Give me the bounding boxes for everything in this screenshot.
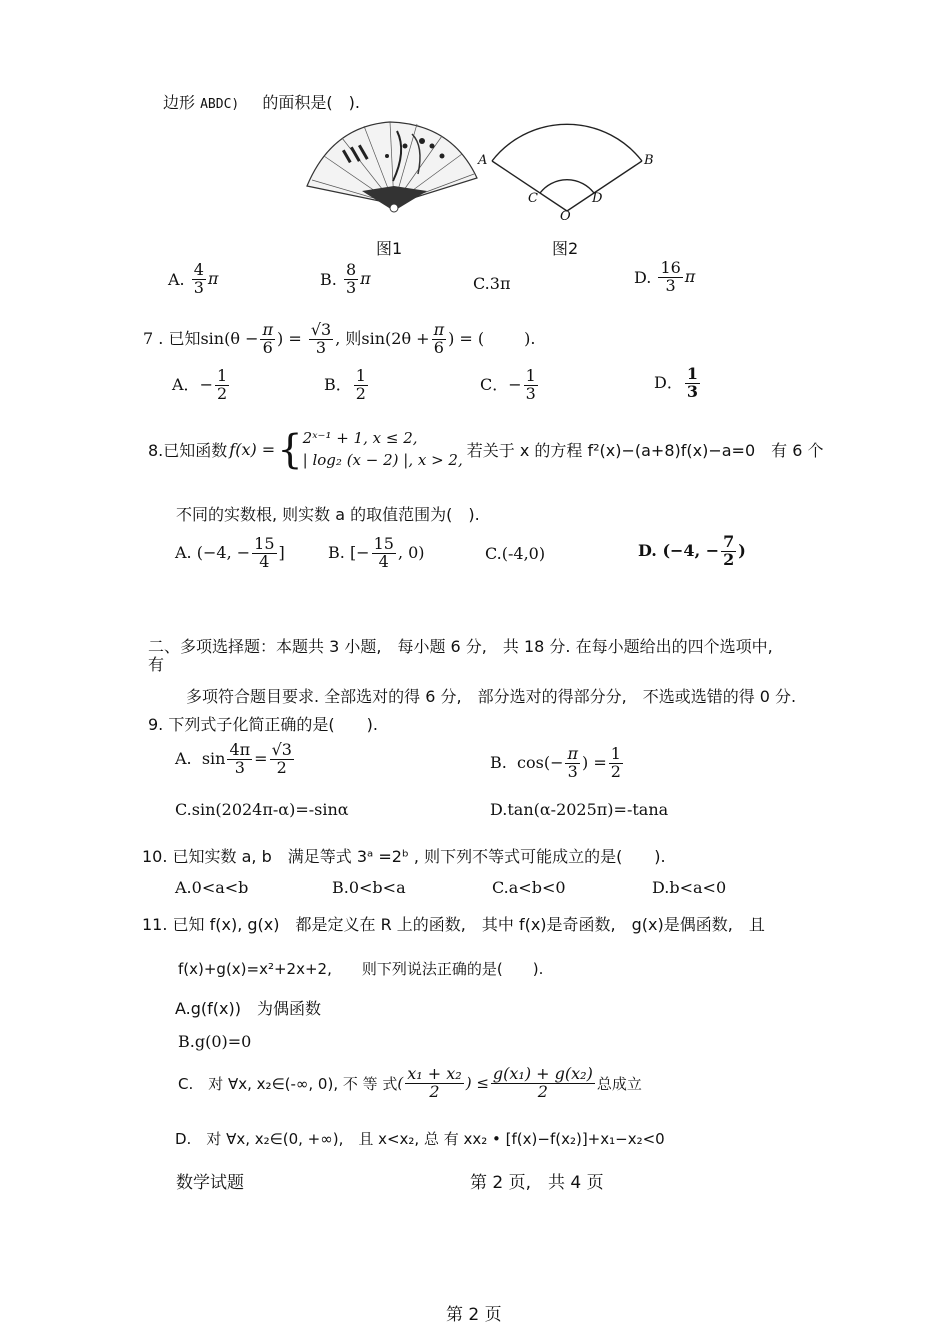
fig2-label-b: B [644,153,654,168]
q11-option-d[interactable]: D. 对 ∀x, x₂∈(0, +∞), 且 x<x₂, 总 有 xx₂ • [f(x)−f(x₂)]+x₁−x₂<0 [175,1130,665,1148]
question-11-stem: 11. 已知 f(x), g(x) 都是定义在 R 上的函数, 其中 f(x)是奇函数, g(x)是偶函数, 且 [142,915,765,934]
q11-option-b[interactable]: B.g(0)=0 [178,1032,252,1051]
fig2-label-o: O [560,209,571,222]
question-11-line-2: f(x)+g(x)=x²+2x+2, 则下列说法正确的是( ). [178,960,544,978]
q10-option-a[interactable]: A.0<a<b [175,878,249,897]
q8-option-d[interactable]: D. (−4, − $\frac{7}{2}$ ) [638,532,746,569]
q9-option-d[interactable]: D.tan(α-2025π)=-tana [490,800,669,819]
q7-option-a[interactable]: A．− $\frac{1}{2}$ [172,366,228,403]
question-9-stem: 9. 下列式子化简正确的是( ). [148,715,378,734]
q6-option-b[interactable]: B. $\frac{8}{3}$ π [320,260,371,297]
question-8-line-2: 不同的实数根, 则实数 a 的取值范围为( ). [176,505,480,524]
fig2-label-a: A [478,153,488,168]
q10-option-b[interactable]: B.0<b<a [332,878,406,897]
q6-option-c[interactable]: C.3π [473,274,511,293]
figure-1-fan-illustration [302,116,482,216]
q6-tail-line: 边形 ABDC) 的面积是( ). [163,93,360,112]
q6-option-a[interactable]: A. $\frac{4}{3}$ π [168,260,219,297]
q8-option-a[interactable]: A. (−4, − $\frac{15}{4}$ ] [175,534,285,571]
section-2-heading: 二、多项选择题：本题共 3 小题, 每小题 6 分, 共 18 分. 在每小题给出的四个选项中, [148,637,773,656]
q7-option-b[interactable]: B． $\frac{1}{2}$ [324,366,366,403]
footer-page-info: 第 2 页, 共 4 页 [470,1173,604,1193]
q10-option-d[interactable]: D.b<a<0 [652,878,727,897]
section-2-instructions: 多项符合题目要求. 全部选对的得 6 分, 部分选对的得部分分, 不选或选错的得 0 分. [186,687,797,706]
q11-option-a[interactable]: A.g(f(x)) 为偶函数 [175,999,321,1018]
question-10-stem: 10. 已知实数 a, b 满足等式 3ᵃ =2ᵇ , 则下列不等式可能成立的是( ). [142,847,666,866]
q11-option-c[interactable]: C. 对 ∀x, x₂∈(-∞, 0), 不 等 式 ( $\frac{\text{x₁ + x₂}}{2}$ ) ≤ $\frac{\text{g(x₁) + g(x₂)}}{2}$ 总成立 [178,1064,642,1101]
fig2-label-d: D [592,191,603,206]
q7-option-c[interactable]: C．− $\frac{1}{3}$ [480,366,536,403]
question-7-stem: 7 . 已知sin(θ − $\frac{\pi}{6}$ ) = $\frac{√3}{3}$ , 则sin(2θ + $\frac{\pi}{6}$ ) = ( ). [143,320,536,357]
page-number: 第 2 页 [446,1305,502,1325]
question-8-stem: 8.已知函数 f(x) = { 2ˣ⁻¹ + 1, x ≤ 2, | log₂ (x − 2) |, x > 2, 若关于 x 的方程 f²(x)−(a+8)f(x)−a=0 有 6 个 [148,426,824,473]
q9-option-b[interactable]: B. cos(− $\frac{\pi}{3}$ ) = $\frac{1}{2}$ [490,744,621,781]
section-2-heading-wrap: 有 [148,655,165,674]
q9-option-a[interactable]: A. sin $\frac{4\pi}{3}$ = $\frac{√3}{2}$ [175,740,292,777]
q10-option-c[interactable]: C.a<b<0 [492,878,566,897]
figure-2-caption: 图2 [552,239,579,258]
q9-option-c[interactable]: C.sin(2024π-α)=-sinα [175,800,349,819]
q6-option-d[interactable]: D. $\frac{16}{3}$ π [634,258,696,295]
q8-option-c[interactable]: C.(-4,0) [485,544,546,563]
figure-2-sector-diagram [476,116,662,222]
q8-option-b[interactable]: B. [− $\frac{15}{4}$ , 0) [328,534,425,571]
q7-option-d[interactable]: D． $\frac{1}{3}$ [654,364,698,401]
figure-1-caption: 图1 [376,239,403,258]
footer-subject: 数学试题 [176,1173,244,1193]
fig2-label-c: C [528,191,538,206]
